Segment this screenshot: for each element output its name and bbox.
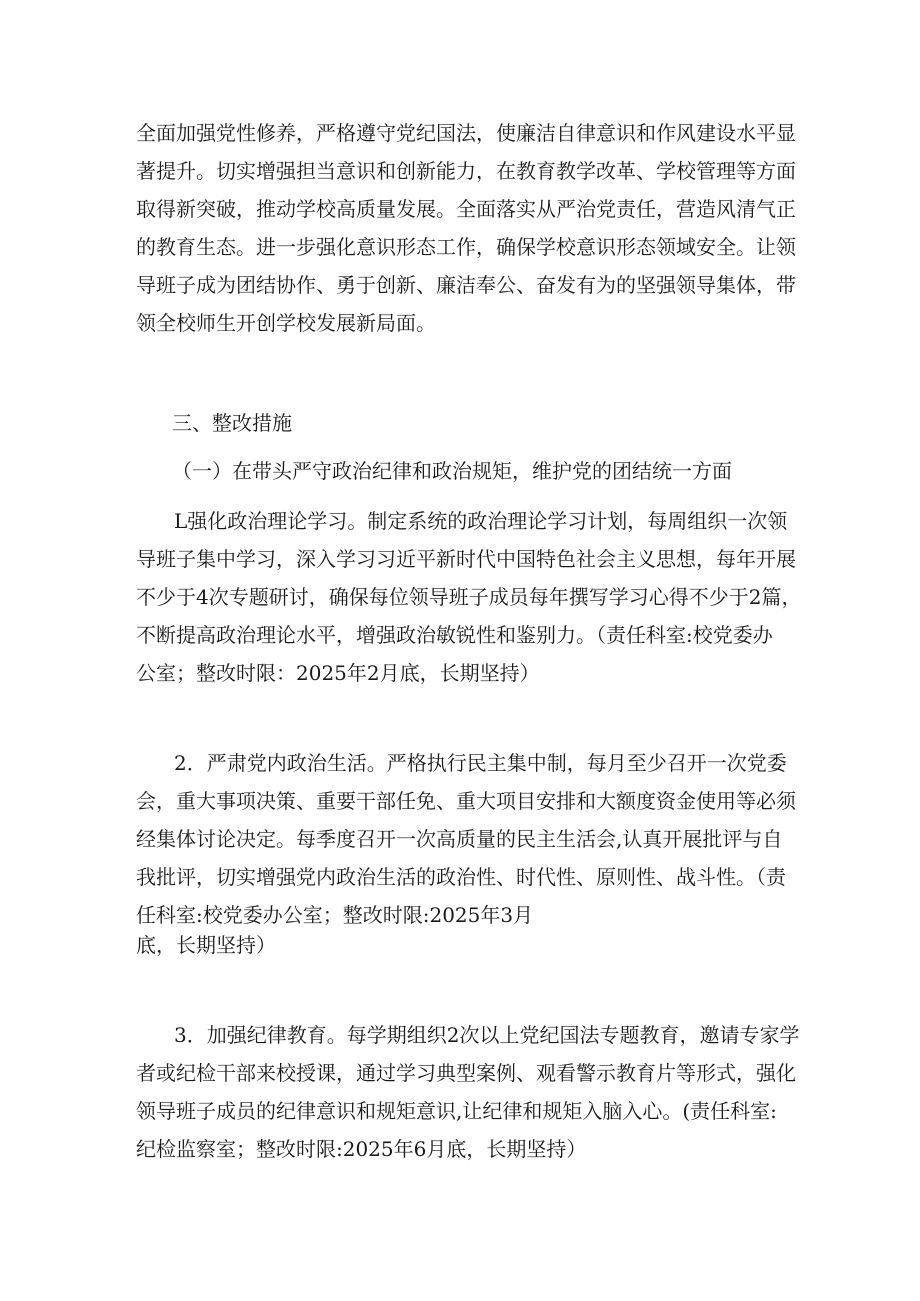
text-line: 导班子成为团结协作、勇于创新、廉洁奉公、奋发有为的坚强领导集体，带 — [136, 273, 796, 297]
text-line: 2．严肃党内政治生活。严格执行民主集中制，每月至少召开一次党委 — [174, 751, 787, 775]
text-line: 任科室:校党委办公室；整改时限:2025年3月 — [136, 903, 534, 927]
paragraph-item-3 — [136, 1016, 800, 1168]
text-line: 取得新突破，推动学校高质量发展。全面落实从严治党责任，营造风清气正 — [136, 197, 796, 221]
text-line: 领全校师生开创学校发展新局面。 — [136, 311, 436, 335]
text-line: 者或纪检干部来校授课，通过学习典型案例、观看警示教育片等形式，强化 — [136, 1061, 796, 1085]
text-line: 底，长期坚持） — [136, 933, 276, 957]
heading-text: 三、整改措施 — [172, 411, 292, 435]
text-line: 纪检监察室；整改时限:2025年6月底，长期坚持） — [136, 1137, 587, 1161]
text-line: 导班子集中学习，深入学习习近平新时代中国特色社会主义思想，每年开展 — [136, 547, 796, 571]
text-line: L强化政治理论学习。制定系统的政治理论学习计划，每周组织一次领 — [174, 509, 788, 533]
text-line: 不断提高政治理论水平，增强政治敏锐性和鉴别力。（责任科室:校党委办 — [136, 623, 773, 647]
text-line: 经集体讨论决定。每季度召开一次高质量的民主生活会,认真开展批评与自 — [136, 827, 783, 851]
subheading-text: （一）在带头严守政治纪律和政治规矩，维护党的团结统一方面 — [172, 459, 732, 483]
text-line: 会，重大事项决策、重要干部任免、重大项目安排和大额度资金使用等必须 — [136, 789, 796, 813]
text-line: 我批评，切实增强党内政治生活的政治性、时代性、原则性、战斗性。（责 — [136, 865, 786, 889]
text-line: 领导班子成员的纪律意识和规矩意识,让纪律和规矩入脑入心。(责任科室: — [136, 1099, 777, 1123]
section-heading — [172, 404, 812, 442]
text-line: 全面加强党性修养，严格遵守党纪国法，使廉洁自律意识和作风建设水平显 — [136, 121, 796, 145]
subsection-heading — [172, 452, 812, 490]
text-line: 不少于4次专题研讨，确保每位领导班子成员每年撰写学习心得不少于2篇， — [136, 585, 802, 609]
paragraph-item-1 — [136, 502, 802, 692]
paragraph-item-2 — [136, 744, 796, 964]
paragraph-intro — [136, 114, 796, 342]
text-line: 著提升。切实增强担当意识和创新能力，在教育教学改革、学校管理等方面 — [136, 159, 796, 183]
text-line: 公室；整改时限：2025年2月底，长期坚持） — [136, 661, 540, 685]
text-line: 3．加强纪律教育。每学期组织2次以上党纪国法专题教育，邀请专家学 — [174, 1023, 800, 1047]
text-line: 的教育生态。进一步强化意识形态工作，确保学校意识形态领域安全。让领 — [136, 235, 796, 259]
